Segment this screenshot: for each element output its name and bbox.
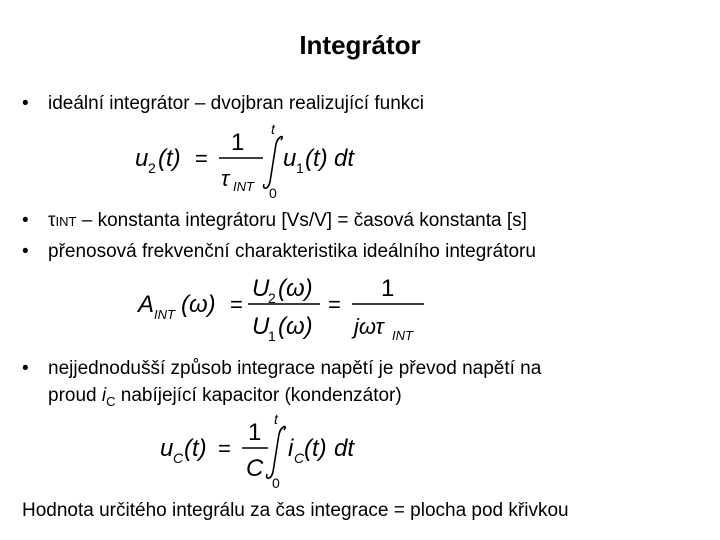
footer-note: Hodnota určitého integrálu za čas integrace = plocha pod křivkou: [22, 500, 569, 521]
f1-equals: =: [195, 146, 208, 171]
f1-lhs-arg: (t): [158, 145, 181, 172]
f1-lower-limit: 0: [269, 185, 277, 201]
f3-equals: =: [218, 436, 231, 461]
f2-num1-arg: (ω): [278, 275, 313, 302]
f1-lhs-sub: 2: [148, 160, 156, 176]
f1-numerator: 1: [231, 129, 245, 156]
f2-num2: 1: [381, 275, 395, 302]
f1-denominator: τ: [221, 166, 230, 191]
tau-symbol: τ: [48, 210, 56, 231]
f2-den2-sub: INT: [392, 328, 413, 343]
integral-sign-icon: [264, 137, 283, 189]
formula-capacitor-voltage: [160, 410, 380, 490]
current-symbol: i: [101, 385, 107, 406]
f2-num1: U: [252, 275, 270, 302]
f3-differential: dt: [334, 435, 355, 462]
integral-sign-icon: [267, 427, 286, 479]
f3-lhs: u: [160, 435, 174, 462]
f1-lhs: u: [135, 145, 149, 172]
f2-den2: jωτ: [354, 314, 384, 339]
f1-integrand-sub: 1: [296, 160, 304, 176]
slide-title: Integrátor: [299, 30, 421, 60]
f3-denominator: C: [246, 455, 264, 482]
f3-lhs-arg: (t): [184, 435, 207, 462]
f2-lhs-sub: INT: [154, 307, 175, 322]
bullet-text: přenosová frekvenční charakteristika ideálního integrátoru: [48, 241, 536, 262]
bullet-text-line1: nejjednodušší způsob integrace napětí je převod napětí na: [48, 358, 542, 379]
f3-lower-limit: 0: [272, 475, 280, 491]
formula-transfer-function: [138, 272, 438, 344]
bullet-text: – konstanta integrátoru [Vs/V] = časová konstanta [s]: [76, 210, 527, 231]
f3-integrand: i: [288, 435, 294, 462]
f1-integrand: u: [283, 145, 297, 172]
bullet-text: ideální integrátor – dvojbran realizující funkci: [48, 93, 424, 114]
f2-equals-1: =: [230, 292, 243, 317]
f2-num1-sub: 2: [268, 290, 276, 306]
f1-upper-limit: t: [271, 121, 275, 137]
bullet-text-line2b: nabíjející kapacitor (kondenzátor): [115, 385, 402, 406]
f2-equals-2: =: [328, 292, 341, 317]
tau-subscript: INT: [55, 214, 77, 229]
bullet-dot: •: [22, 210, 29, 231]
f1-integrand-arg: (t): [305, 145, 328, 172]
f2-lhs-arg: (ω): [181, 291, 216, 318]
bullet-dot: •: [22, 358, 29, 379]
f3-integrand-arg: (t): [304, 435, 327, 462]
bullet-text-line2a: proud: [48, 385, 102, 406]
f3-numerator: 1: [248, 419, 262, 446]
formula-integral-u2: [135, 120, 375, 200]
f2-lhs: A: [138, 291, 155, 318]
f2-den1-sub: 1: [268, 328, 276, 344]
bullet-dot: •: [22, 241, 29, 262]
f2-den1: U: [252, 313, 270, 340]
f3-integrand-sub: C: [294, 450, 305, 466]
f3-lhs-sub: C: [173, 450, 184, 466]
f1-denominator-sub: INT: [233, 179, 254, 194]
f1-differential: dt: [334, 145, 355, 172]
current-subscript: C: [106, 393, 116, 409]
f2-den1-arg: (ω): [278, 313, 313, 340]
f3-upper-limit: t: [274, 411, 278, 427]
bullet-dot: •: [22, 93, 29, 114]
